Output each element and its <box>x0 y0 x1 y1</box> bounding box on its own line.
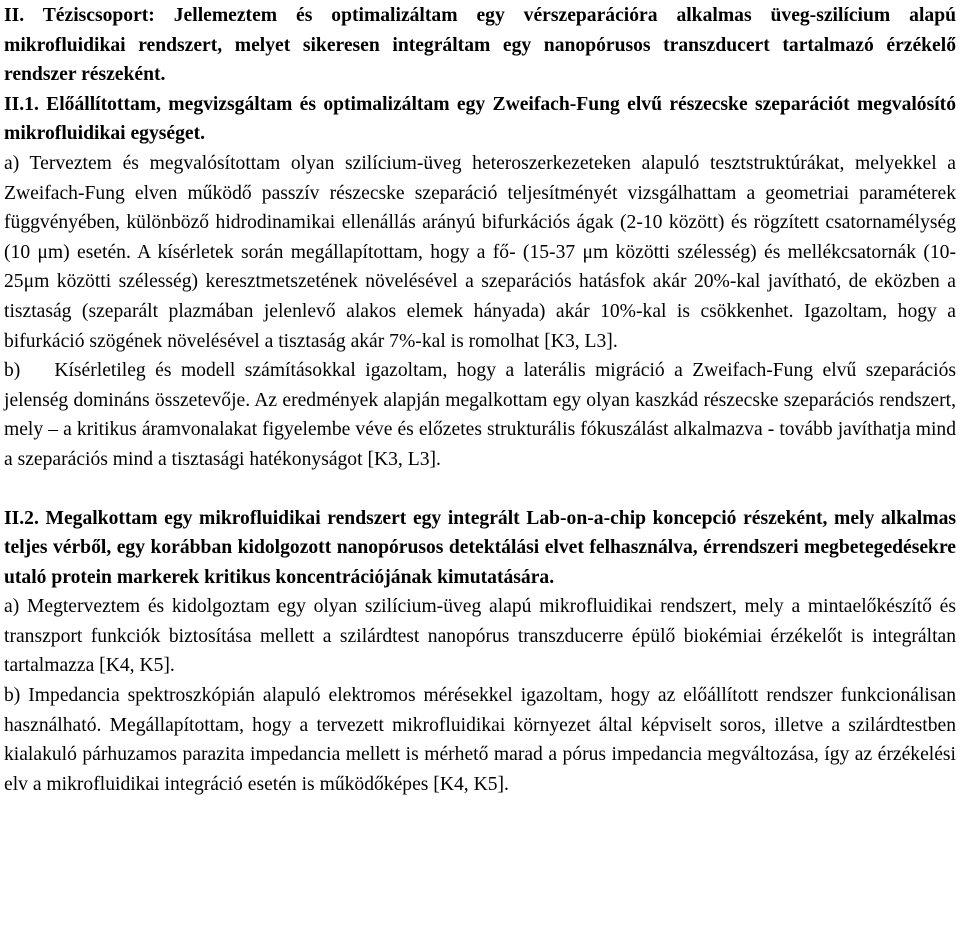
section-heading-2-2: II.2. Megalkottam egy mikrofluidikai rendszert egy integrált Lab-on-a-chip koncepció részeként, mely alkalmas teljes vérből, egy korábban kidolgozott nanopórusos detektálási elvet felhasználva, érrendszeri megbetegedésekre utaló protein markerek kritikus koncentrációjának kimutatására. <box>4 507 956 588</box>
paragraph-2-1-b <box>4 356 956 474</box>
section-spacer <box>4 475 956 504</box>
paragraph-2-2-a: a) Megterveztem és kidolgoztam egy olyan szilícium-üveg alapú mikrofluidikai rendszert, mely a mintaelőkészítő és transzport funkciók biztosítása mellett a szilárdtest nanopórus transzducerre épülő biokémiai érzékelőt is integráltan tartalmazza [K4, K5]. <box>4 596 956 677</box>
thesis-group-heading: II. Téziscsoport: Jellemeztem és optimalizáltam egy vérszeparációra alkalmas üveg-szilícium alapú mikrofluidikai rendszert, melyet sikeresen integráltam egy nanopórusos transzducert tartalmazó érzékelő rendszer részeként. <box>4 5 956 86</box>
paragraph-2-1-b-text: Kísérletileg és modell számításokkal igazoltam, hogy a laterális migráció a Zweifach-Fung elvű szeparációs jelenség domináns összetevője. Az eredmények alapján megalkottam egy olyan kaszkád részecske szeparációs rendszert, mely – a kritikus áramvonalakat figyelembe véve és előzetes strukturális fókuszálást alkalmazva - tovább javíthatja mind a szeparációs mind a tisztasági hatékonyságot [K3, L3]. <box>4 360 956 470</box>
paragraph-2-2-b: b) Impedancia spektroszkópián alapuló elektromos mérésekkel igazoltam, hogy az előállított rendszer funkcionálisan használható. Megállapítottam, hogy a tervezett mikrofluidikai környezet által képviselt soros, illetve a szilárdtestben kialakuló párhuzamos parazita impedancia mellett is mérhető marad a pórus impedancia megváltozása, így az érzékelési elv a mikrofluidikai integráció esetén is működőképes [K4, K5]. <box>4 685 956 795</box>
item-label-b: b) <box>4 360 21 382</box>
paragraph-2-1-a: a) Terveztem és megvalósítottam olyan szilícium-üveg heteroszerkezeteken alapuló tesztstruktúrákat, melyekkel a Zweifach-Fung elven működő passzív részecske szeparáció teljesítményét vizsgálhattam a geometriai paraméterek függvényében, különböző hidrodinamikai ellenállás arányú bifurkációs ágak (2-10 között) és rögzített csatornamélység (10 μm) esetén. A kísérletek során megállapítottam, hogy a fő- (15-37 μm közötti szélesség) és mellékcsatornák (10-25μm közötti szélesség) keresztmetszetének növelésével a szeparációs hatásfok akár 20%-kal javítható, de eközben a tisztaság (szeparált plazmában jelenlevő alakos elemek hányada) akár 10%-kal is csökkenhet. Igazoltam, hogy a bifurkáció szögének növelésével a tisztaság akár 7%-kal is romolhat [K3, L3]. <box>4 152 956 352</box>
section-heading-2-1: II.1. Előállítottam, megvizsgáltam és optimalizáltam egy Zweifach-Fung elvű részecske szeparációt megvalósító mikrofluidikai egységet. <box>4 93 956 145</box>
